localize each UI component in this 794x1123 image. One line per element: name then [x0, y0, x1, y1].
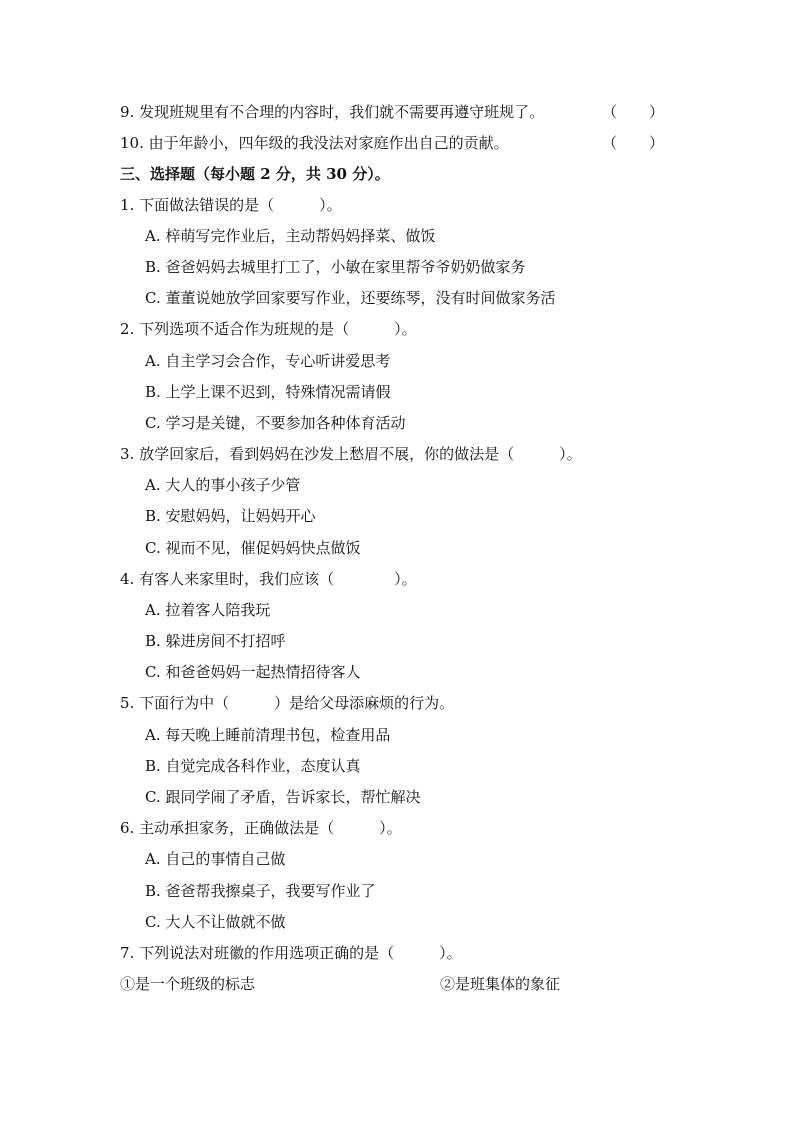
question-5-option-b[interactable]: B. 自觉完成各科作业，态度认真	[145, 757, 361, 775]
question-1-option-b[interactable]: B. 爸爸妈妈去城里打工了，小敏在家里帮爷爷奶奶做家务	[145, 258, 526, 276]
tf-item-9	[120, 101, 544, 123]
tf-item-10-answer-blank[interactable]: （ ）	[602, 134, 664, 152]
question-2-stem: 2. 下列选项不适合作为班规的是（ ）。	[120, 320, 417, 338]
question-5-option-a[interactable]: A. 每天晚上睡前清理书包，检查用品	[145, 726, 391, 744]
tf-item-9-answer-blank[interactable]: （ ）	[602, 103, 664, 121]
question-7-stem: 7. 下列说法对班徽的作用选项正确的是（ ）。	[120, 944, 462, 962]
question-3-option-c[interactable]: C. 视而不见，催促妈妈快点做饭	[145, 539, 361, 557]
question-1-stem: 1. 下面做法错误的是（ ）。	[120, 196, 342, 214]
question-6-option-a[interactable]: A. 自己的事情自己做	[145, 850, 286, 868]
question-4-option-a[interactable]: A. 拉着客人陪我玩	[145, 601, 271, 619]
tf-item-10-text: 10. 由于年龄小，四年级的我没法对家庭作出自己的贡献。	[120, 134, 509, 152]
question-2-option-a[interactable]: A. 自主学习会合作，专心听讲爱思考	[145, 352, 391, 370]
tf-item-9-text: 9. 发现班规里有不合理的内容时，我们就不需要再遵守班规了。	[120, 103, 545, 121]
question-2-option-b[interactable]: B. 上学上课不迟到，特殊情况需请假	[145, 383, 391, 401]
question-4-option-b[interactable]: B. 躲进房间不打招呼	[145, 632, 286, 650]
question-5-stem: 5. 下面行为中（ ）是给父母添麻烦的行为。	[120, 694, 455, 712]
tf-item-10	[120, 132, 509, 154]
question-5-option-c[interactable]: C. 跟同学闹了矛盾，告诉家长，帮忙解决	[145, 788, 421, 806]
question-3-option-a[interactable]: A. 大人的事小孩子少管	[145, 476, 301, 494]
question-4-stem: 4. 有客人来家里时，我们应该（ ）。	[120, 570, 417, 588]
question-7-item-2: ②是班集体的象征	[440, 975, 561, 993]
question-3-option-b[interactable]: B. 安慰妈妈，让妈妈开心	[145, 507, 316, 525]
question-4-option-c[interactable]: C. 和爸爸妈妈一起热情招待客人	[145, 663, 361, 681]
question-7-items	[120, 973, 680, 995]
question-6-option-c[interactable]: C. 大人不让做就不做	[145, 913, 286, 931]
question-6-stem: 6. 主动承担家务，正确做法是（ ）。	[120, 819, 402, 837]
question-2-option-c[interactable]: C. 学习是关键，不要参加各种体育活动	[145, 414, 406, 432]
question-1-option-a[interactable]: A. 梓萌写完作业后，主动帮妈妈择菜、做饭	[145, 227, 436, 245]
question-3-stem: 3. 放学回家后，看到妈妈在沙发上愁眉不展，你的做法是（ ）。	[120, 445, 582, 463]
question-6-option-b[interactable]: B. 爸爸帮我擦桌子，我要写作业了	[145, 882, 376, 900]
question-7-item-1: ①是一个班级的标志	[120, 975, 256, 993]
section-title: 三、选择题（每小题 2 分，共 30 分）。	[120, 165, 390, 183]
question-1-option-c[interactable]: C. 董董说她放学回家要写作业，还要练琴，没有时间做家务活	[145, 289, 556, 307]
